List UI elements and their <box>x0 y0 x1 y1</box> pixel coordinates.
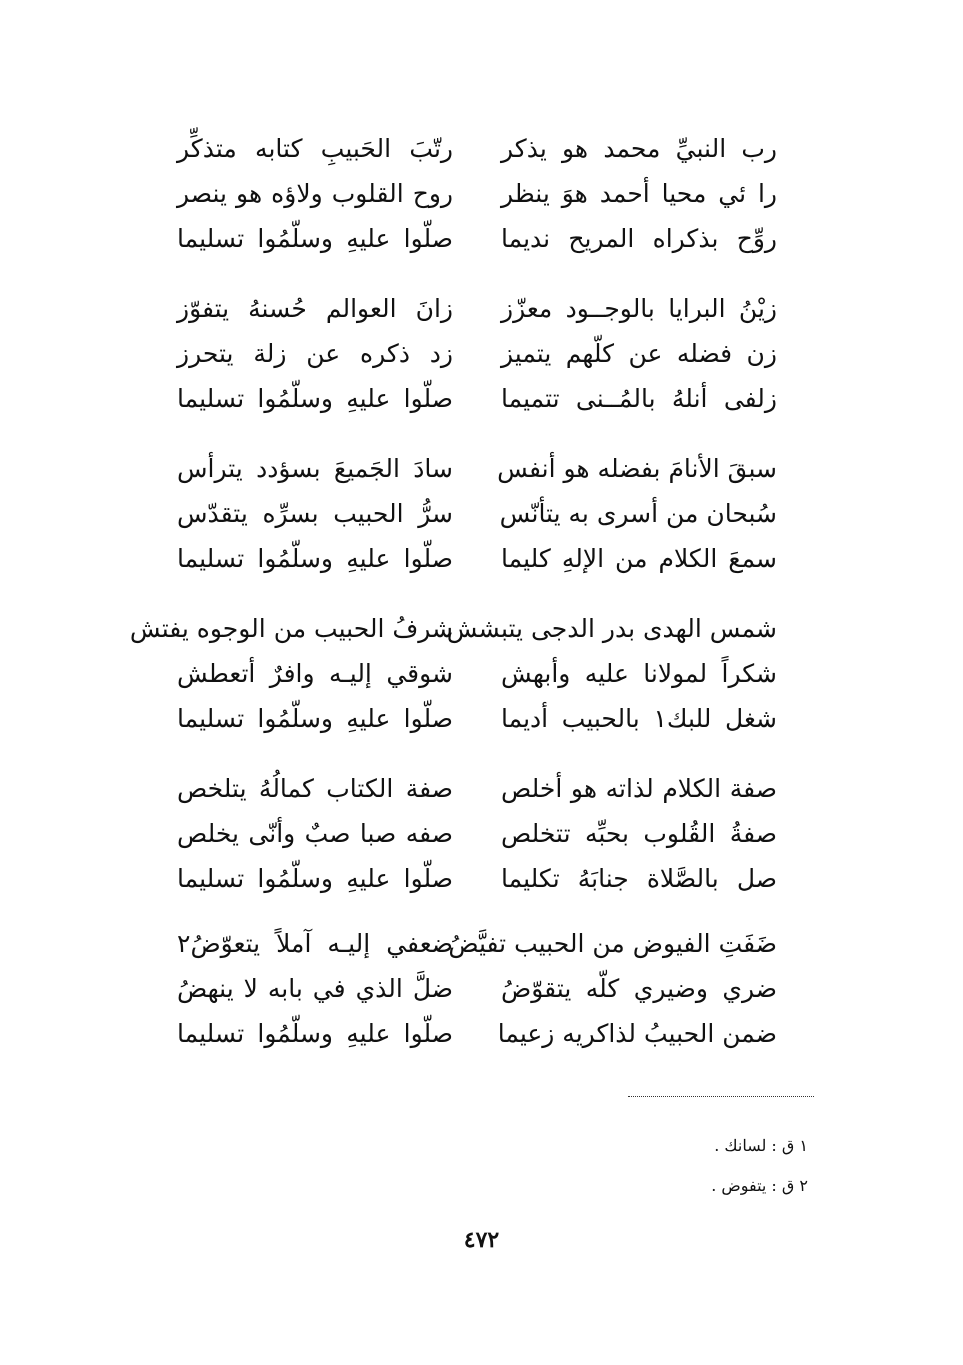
verse-first-hemistich: صفةُ القُلوب بحبِّه تتخلص <box>501 819 777 848</box>
verse-line <box>0 605 963 653</box>
verse-first-hemistich: زن فضله عن كلّهم يتميز <box>501 339 777 368</box>
verse-second-hemistich: صفة الكتاب كمالُهُ يتلخص <box>177 774 453 803</box>
verse-first-hemistich: سُبحان من أسرى به يتأنّس <box>499 499 777 528</box>
verse-line <box>0 965 963 1013</box>
verse-second-hemistich: شوقي إليـه وافرٌ أتعطش <box>177 659 453 688</box>
verse-second-hemistich: صفه صبا صبٌ وأنّى يخلص <box>177 819 453 848</box>
verse-first-hemistich: ضمن الحبيبُ لذاكريه زعيما <box>497 1019 777 1048</box>
verse-line <box>0 215 963 263</box>
verse-line <box>0 765 963 813</box>
verse-first-hemistich: شكراً لمولانا عليه وأبهش <box>501 659 777 688</box>
verse-first-hemistich: صل بالصَّلاة جنابَهُ تكليما <box>501 864 777 893</box>
verse-first-hemistich: ضَفَتِ الفيوض من الحبيب تفيَّضُ <box>448 929 777 958</box>
verse-line <box>0 920 963 968</box>
verse-line <box>0 535 963 583</box>
verse-second-hemistich: ضلَّ الذي في بابه لا ينهضُ <box>177 974 453 1003</box>
page-number: ٤٧٢ <box>463 1227 500 1253</box>
verse-second-hemistich: روح القلوب ولاؤه هو ينصر <box>177 179 453 208</box>
verse-first-hemistich: زلفى أنلهُ بالمُــنى تتميما <box>501 384 777 413</box>
verse-second-hemistich: صلّوا عليهِ وسلّمُوا تسليما <box>177 704 453 733</box>
footnote-1: ١ ق : لسانك . <box>714 1136 808 1155</box>
verse-second-hemistich: سرُّ الحبيب بسرِّه يتقدّس <box>177 499 453 528</box>
footnote-divider <box>628 1096 814 1097</box>
verse-first-hemistich: رب النبيِّ محمد هو يذكر <box>501 134 777 163</box>
verse-second-hemistich: سادَ الجَميعَ بسؤدد يترأس <box>177 454 453 483</box>
verse-line <box>0 170 963 218</box>
footnote-2: ٢ ق : يتفوض . <box>711 1176 808 1195</box>
verse-second-hemistich: ضعفي إليـه آملاً يتعوّضُ٢ <box>177 929 453 958</box>
verse-second-hemistich: صلّوا عليهِ وسلّمُوا تسليما <box>177 864 453 893</box>
verse-line <box>0 1010 963 1058</box>
verse-line <box>0 810 963 858</box>
verse-first-hemistich: سبقَ الأنامَ بفضله هو أنفس <box>497 454 777 483</box>
verse-first-hemistich: صفة الكلام لذاته هو أخلص <box>501 774 777 803</box>
verse-second-hemistich: صلّوا عليهِ وسلّمُوا تسليما <box>177 544 453 573</box>
verse-first-hemistich: ضري وضيري كلّه يتقوّضُ <box>501 974 777 1003</box>
verse-line <box>0 125 963 173</box>
verse-second-hemistich: شرفُ الحبيب من الوجوه يفتش <box>129 614 453 643</box>
verse-first-hemistich: شمس الهدى بدر الدجى يتبشش <box>446 614 777 643</box>
verse-second-hemistich: رتّبَ الحَبيبِ كتابه متذكِّر <box>177 134 453 163</box>
verse-line <box>0 490 963 538</box>
verse-second-hemistich: زانَ العوالم حُسنهُ يتفوّز <box>177 294 453 323</box>
verse-second-hemistich: زد ذكره عن زلة يتحرز <box>177 339 453 368</box>
verse-first-hemistich: را ئي محيا أحمد هوَ ينظر <box>501 179 777 208</box>
verse-line <box>0 285 963 333</box>
verse-first-hemistich: سمعَ الكلام من الإلهِ كليما <box>501 544 777 573</box>
verse-first-hemistich: شغل للبك١ بالحبيب أديما <box>501 704 777 733</box>
verse-second-hemistich: صلّوا عليهِ وسلّمُوا تسليما <box>177 1019 453 1048</box>
verse-first-hemistich: روِّح بذكراه المريح نديما <box>501 224 777 253</box>
verse-line <box>0 330 963 378</box>
verse-line <box>0 375 963 423</box>
verse-second-hemistich: صلّوا عليهِ وسلّمُوا تسليما <box>177 224 453 253</box>
verse-line <box>0 855 963 903</box>
verse-line <box>0 650 963 698</box>
verse-first-hemistich: زيْنُ البرايا بالوجــود معزّز <box>501 294 777 323</box>
verse-second-hemistich: صلّوا عليهِ وسلّمُوا تسليما <box>177 384 453 413</box>
verse-line <box>0 445 963 493</box>
verse-line <box>0 695 963 743</box>
